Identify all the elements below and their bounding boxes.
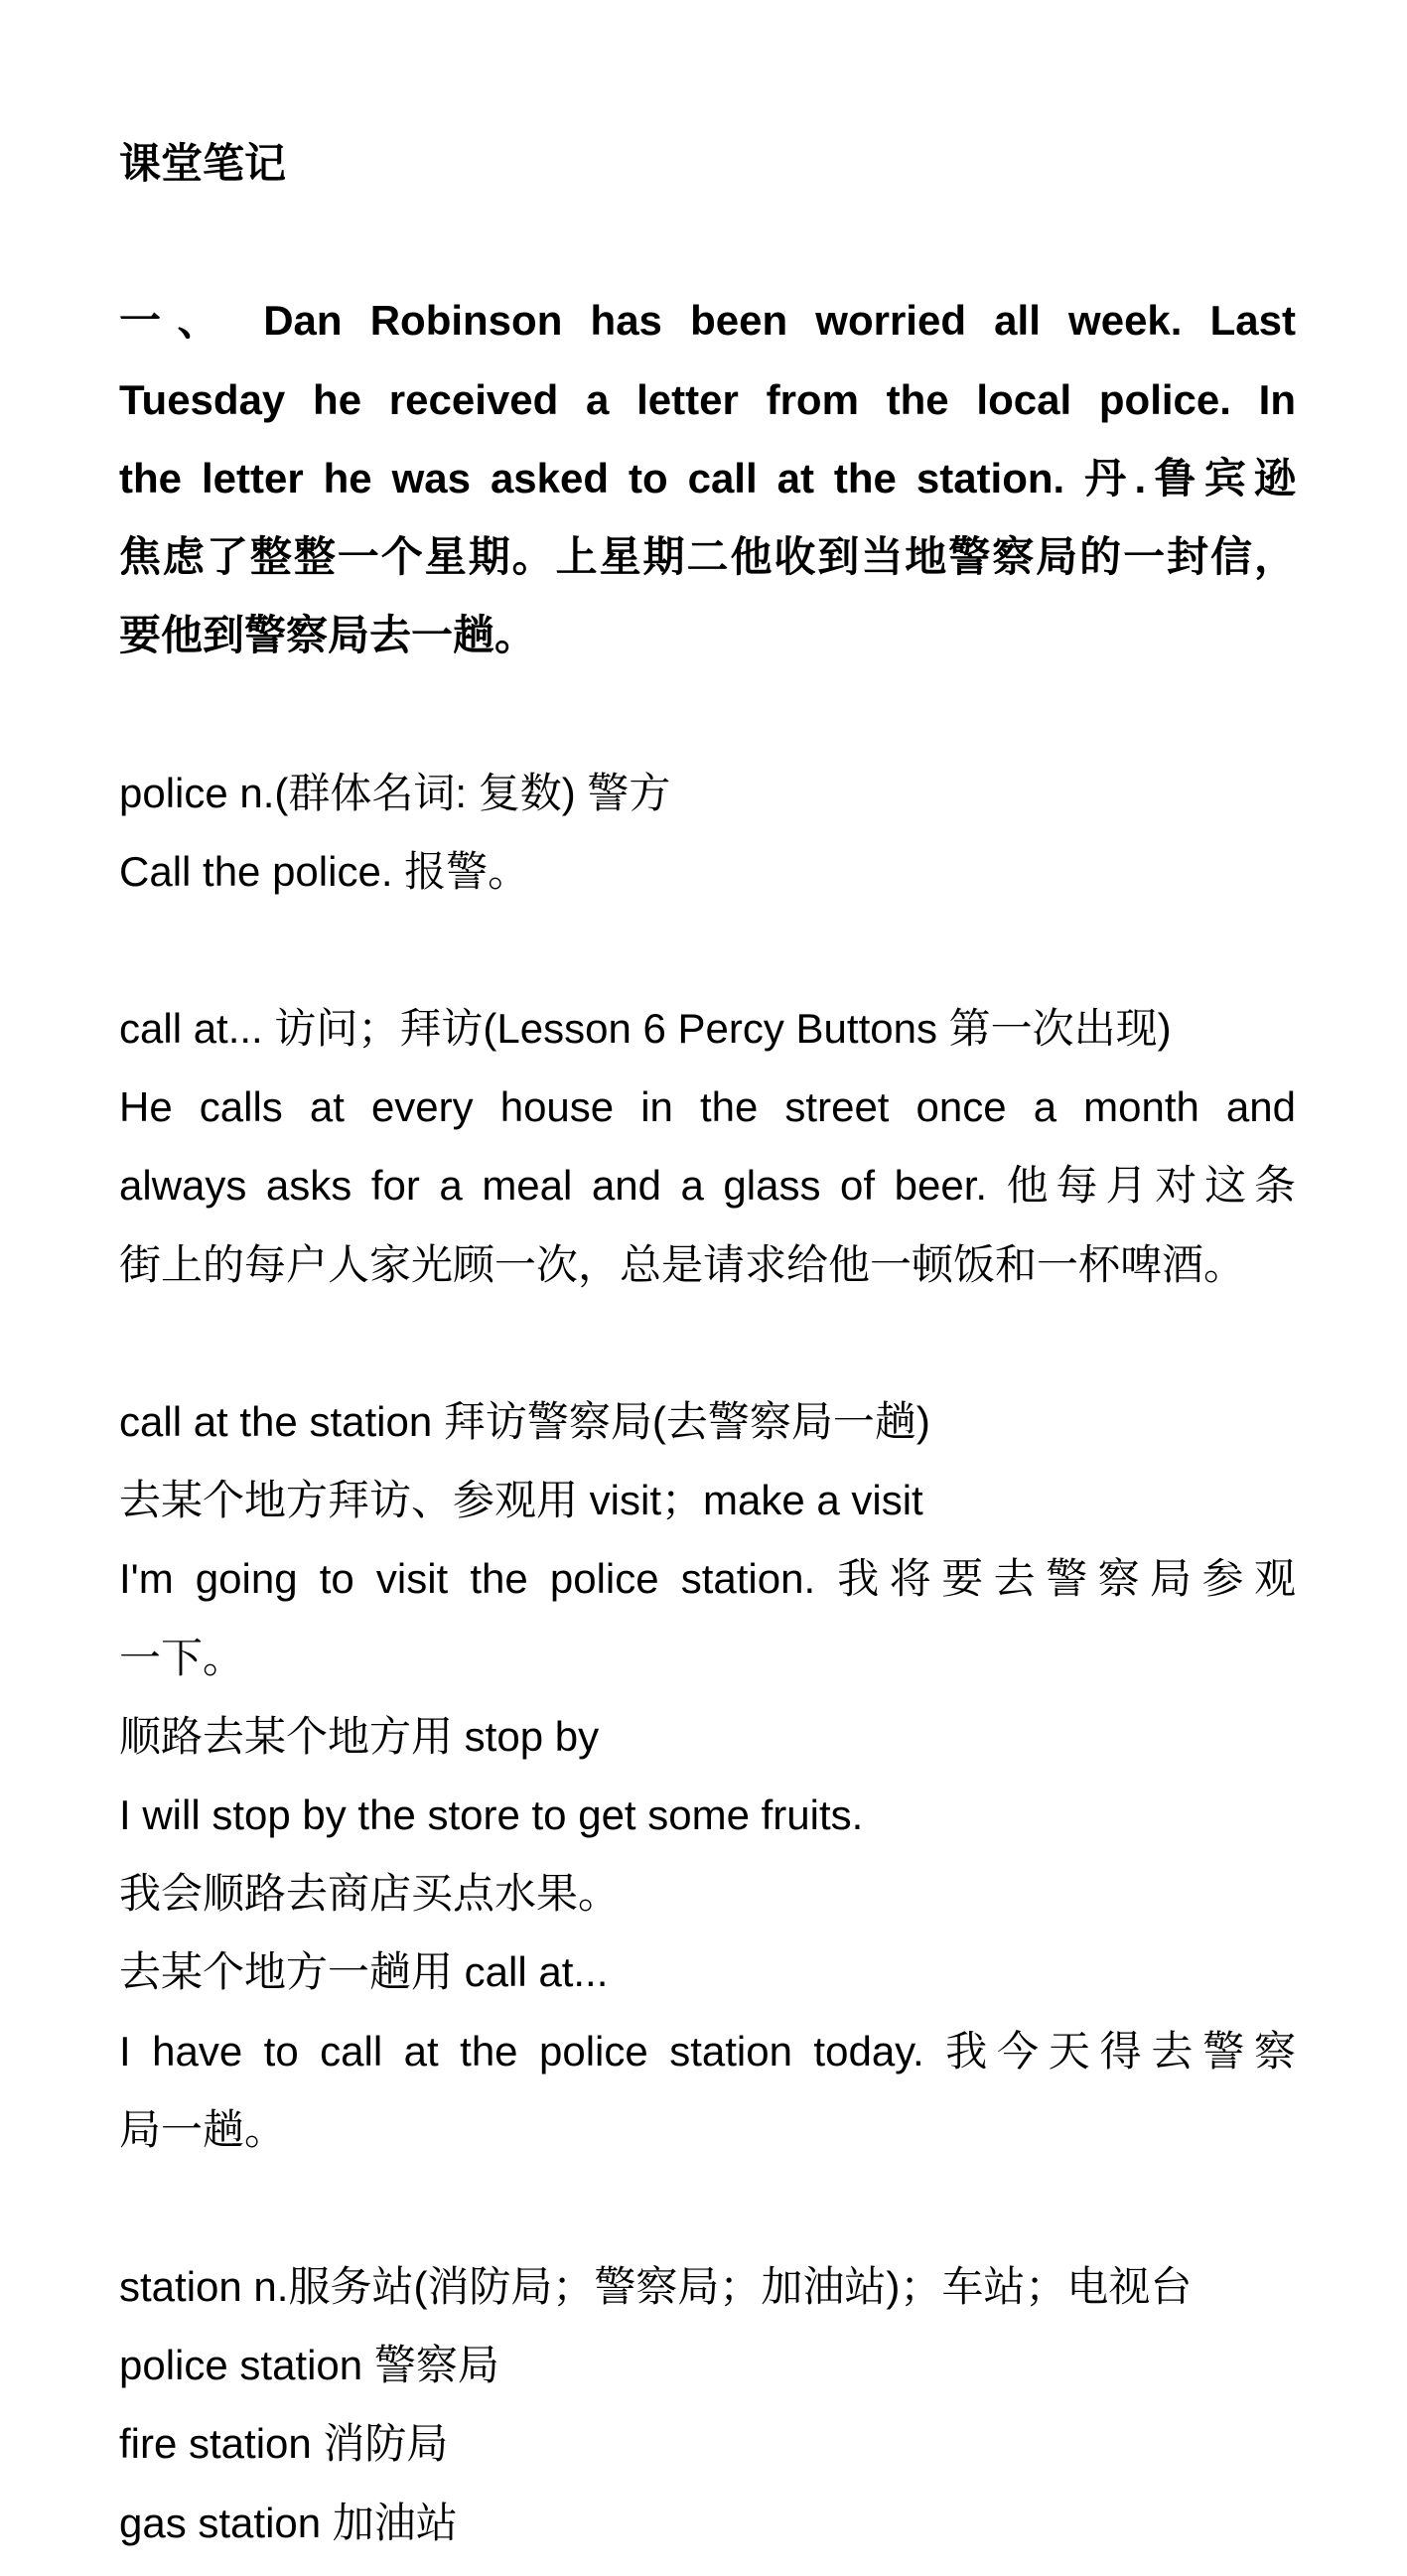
example-translation: 我会顺路去商店买点水果。 xyxy=(119,1870,621,1918)
example-sentence-line: 街上的每户人家光顾一次，总是请求给他一顿饭和一杯啤酒。 xyxy=(119,1240,1246,1288)
paragraph-line: Tuesday he received a letter from the local police. In xyxy=(119,375,1296,423)
vocab-definition: station n.服务站(消防局；警察局；加油站)；车站；电视台 xyxy=(119,2263,1193,2311)
vocab-phrase: fire station 消防局 xyxy=(119,2420,449,2468)
usage-note: 顺路去某个地方用 stop by xyxy=(119,1712,600,1760)
section-one-paragraph xyxy=(119,281,1296,674)
document-body xyxy=(119,124,1296,2562)
example-sentence: I will stop by the store to get some fruits. xyxy=(119,1790,864,1838)
spacer xyxy=(119,911,1296,989)
paragraph-line: the letter he was asked to call at the station. 丹.鲁宾逊 xyxy=(119,454,1296,501)
usage-note: 去某个地方拜访、参观用 visit；make a visit xyxy=(119,1477,923,1524)
vocab-definition: call at... 访问；拜访(Lesson 6 Percy Buttons 第一次出现) xyxy=(119,1005,1172,1053)
page-title: 课堂笔记 xyxy=(119,140,287,187)
example-sentence-line: always asks for a meal and a glass of beer. 他每月对这条 xyxy=(119,1162,1296,1210)
police-note xyxy=(119,754,1296,911)
usage-note: 去某个地方一趟用 call at... xyxy=(119,1948,609,1996)
spacer xyxy=(119,1304,1296,1382)
spacer xyxy=(119,674,1296,753)
paragraph-line: 要他到警察局去一趟。 xyxy=(119,612,537,659)
example-sentence: Call the police. 报警。 xyxy=(119,847,530,895)
example-sentence-line: He calls at every house in the street once a month and xyxy=(119,1083,1296,1131)
paragraph-line: 一、 Dan Robinson has been worried all week. Last xyxy=(119,297,1296,345)
spacer xyxy=(119,203,1296,281)
spacer xyxy=(119,2169,1296,2247)
vocab-phrase: police station 警察局 xyxy=(119,2342,499,2389)
vocab-definition: call at the station 拜访警察局(去警察局一趟) xyxy=(119,1398,930,1445)
call-at-station-note xyxy=(119,1382,1296,2169)
call-at-note xyxy=(119,989,1296,1304)
station-note xyxy=(119,2247,1296,2562)
vocab-definition: police n.(群体名词: 复数) 警方 xyxy=(119,769,671,816)
example-sentence-line: 局一趟。 xyxy=(119,2105,287,2153)
example-sentence-line: 一下。 xyxy=(119,1634,245,1681)
paragraph-line: 焦虑了整整一个星期。上星期二他收到当地警察局的一封信， xyxy=(119,532,1296,580)
vocab-phrase: gas station 加油站 xyxy=(119,2499,458,2546)
example-sentence-line: I have to call at the police station today. 我今天得去警察 xyxy=(119,2027,1296,2075)
example-sentence-line: I'm going to visit the police station. 我将要去警察局参观 xyxy=(119,1555,1296,1603)
